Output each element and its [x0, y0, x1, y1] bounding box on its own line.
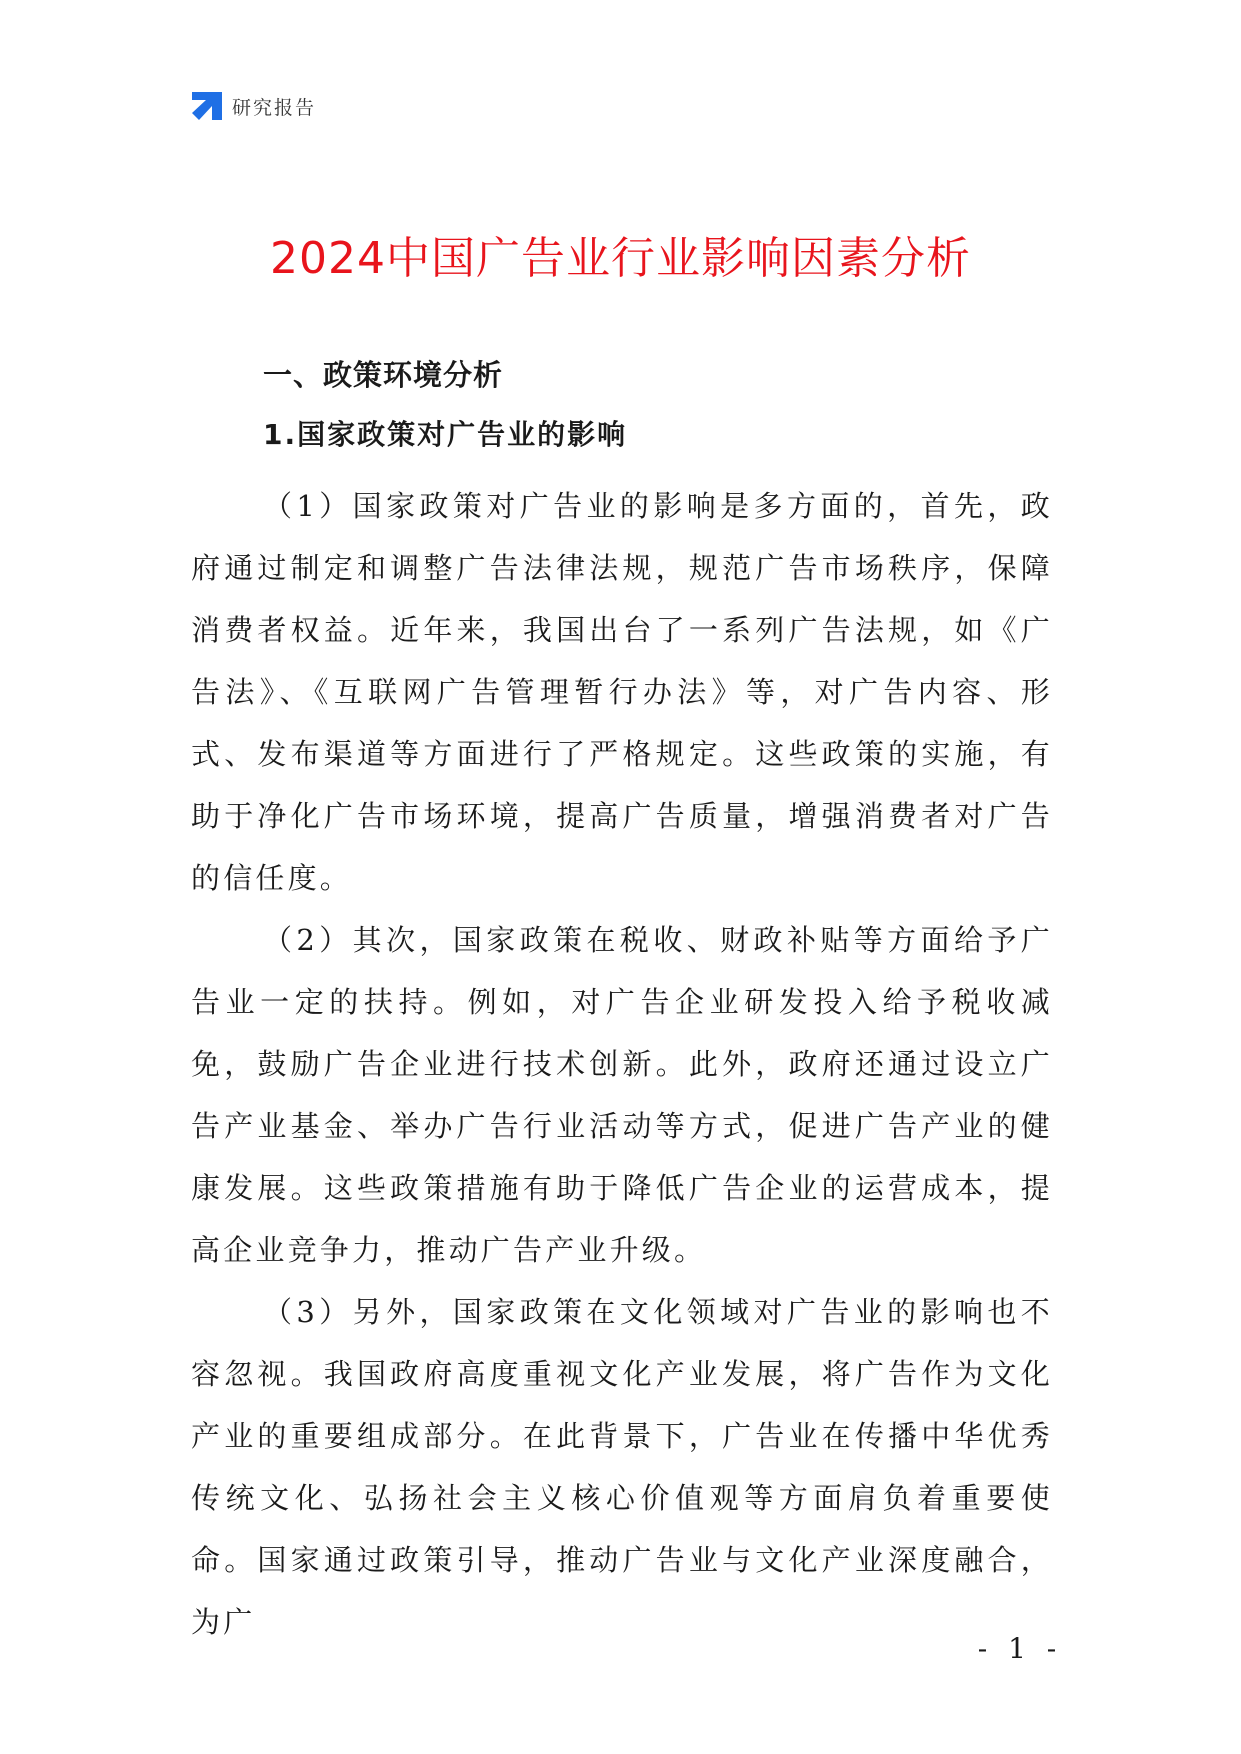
report-header	[190, 90, 316, 122]
paragraph-3: （3）另外，国家政策在文化领域对广告业的影响也不容忽视。我国政府高度重视文化产业发展，将广告作为文化产业的重要组成部分。在此背景下，广告业在传播中华优秀传统文化、弘扬社会主义核心价值观等方面肩负着重要使命。国家通过政策引导，推动广告业与文化产业深度融合，为广	[191, 1295, 1053, 1639]
header-label: 研究报告	[232, 96, 317, 119]
subsection-heading: 1.国家政策对广告业的影响	[263, 418, 628, 451]
page-number: - 1 -	[977, 1632, 1063, 1665]
section-heading: 一、政策环境分析	[263, 358, 504, 392]
brand-arrow-icon	[190, 90, 224, 122]
paragraph-2: （2）其次，国家政策在税收、财政补贴等方面给予广告业一定的扶持。例如，对广告企业研发投入给予税收减免，鼓励广告企业进行技术创新。此外，政府还通过设立广告产业基金、举办广告行业活动等方式，促进广告产业的健康发展。这些政策措施有助于降低广告企业的运营成本，提高企业竞争力，推动广告产业升级。	[191, 923, 1053, 1267]
document-body	[191, 355, 1053, 1653]
paragraph-1: （1）国家政策对广告业的影响是多方面的，首先，政府通过制定和调整广告法律法规，规范广告市场秩序，保障消费者权益。近年来，我国出台了一系列广告法规，如《广告法》、《互联网广告管理暂行办法》等，对广告内容、形式、发布渠道等方面进行了严格规定。这些政策的实施，有助于净化广告市场环境，提高广告质量，增强消费者对广告的信任度。	[191, 489, 1053, 895]
document-title: 2024中国广告业行业影响因素分析	[270, 233, 971, 284]
